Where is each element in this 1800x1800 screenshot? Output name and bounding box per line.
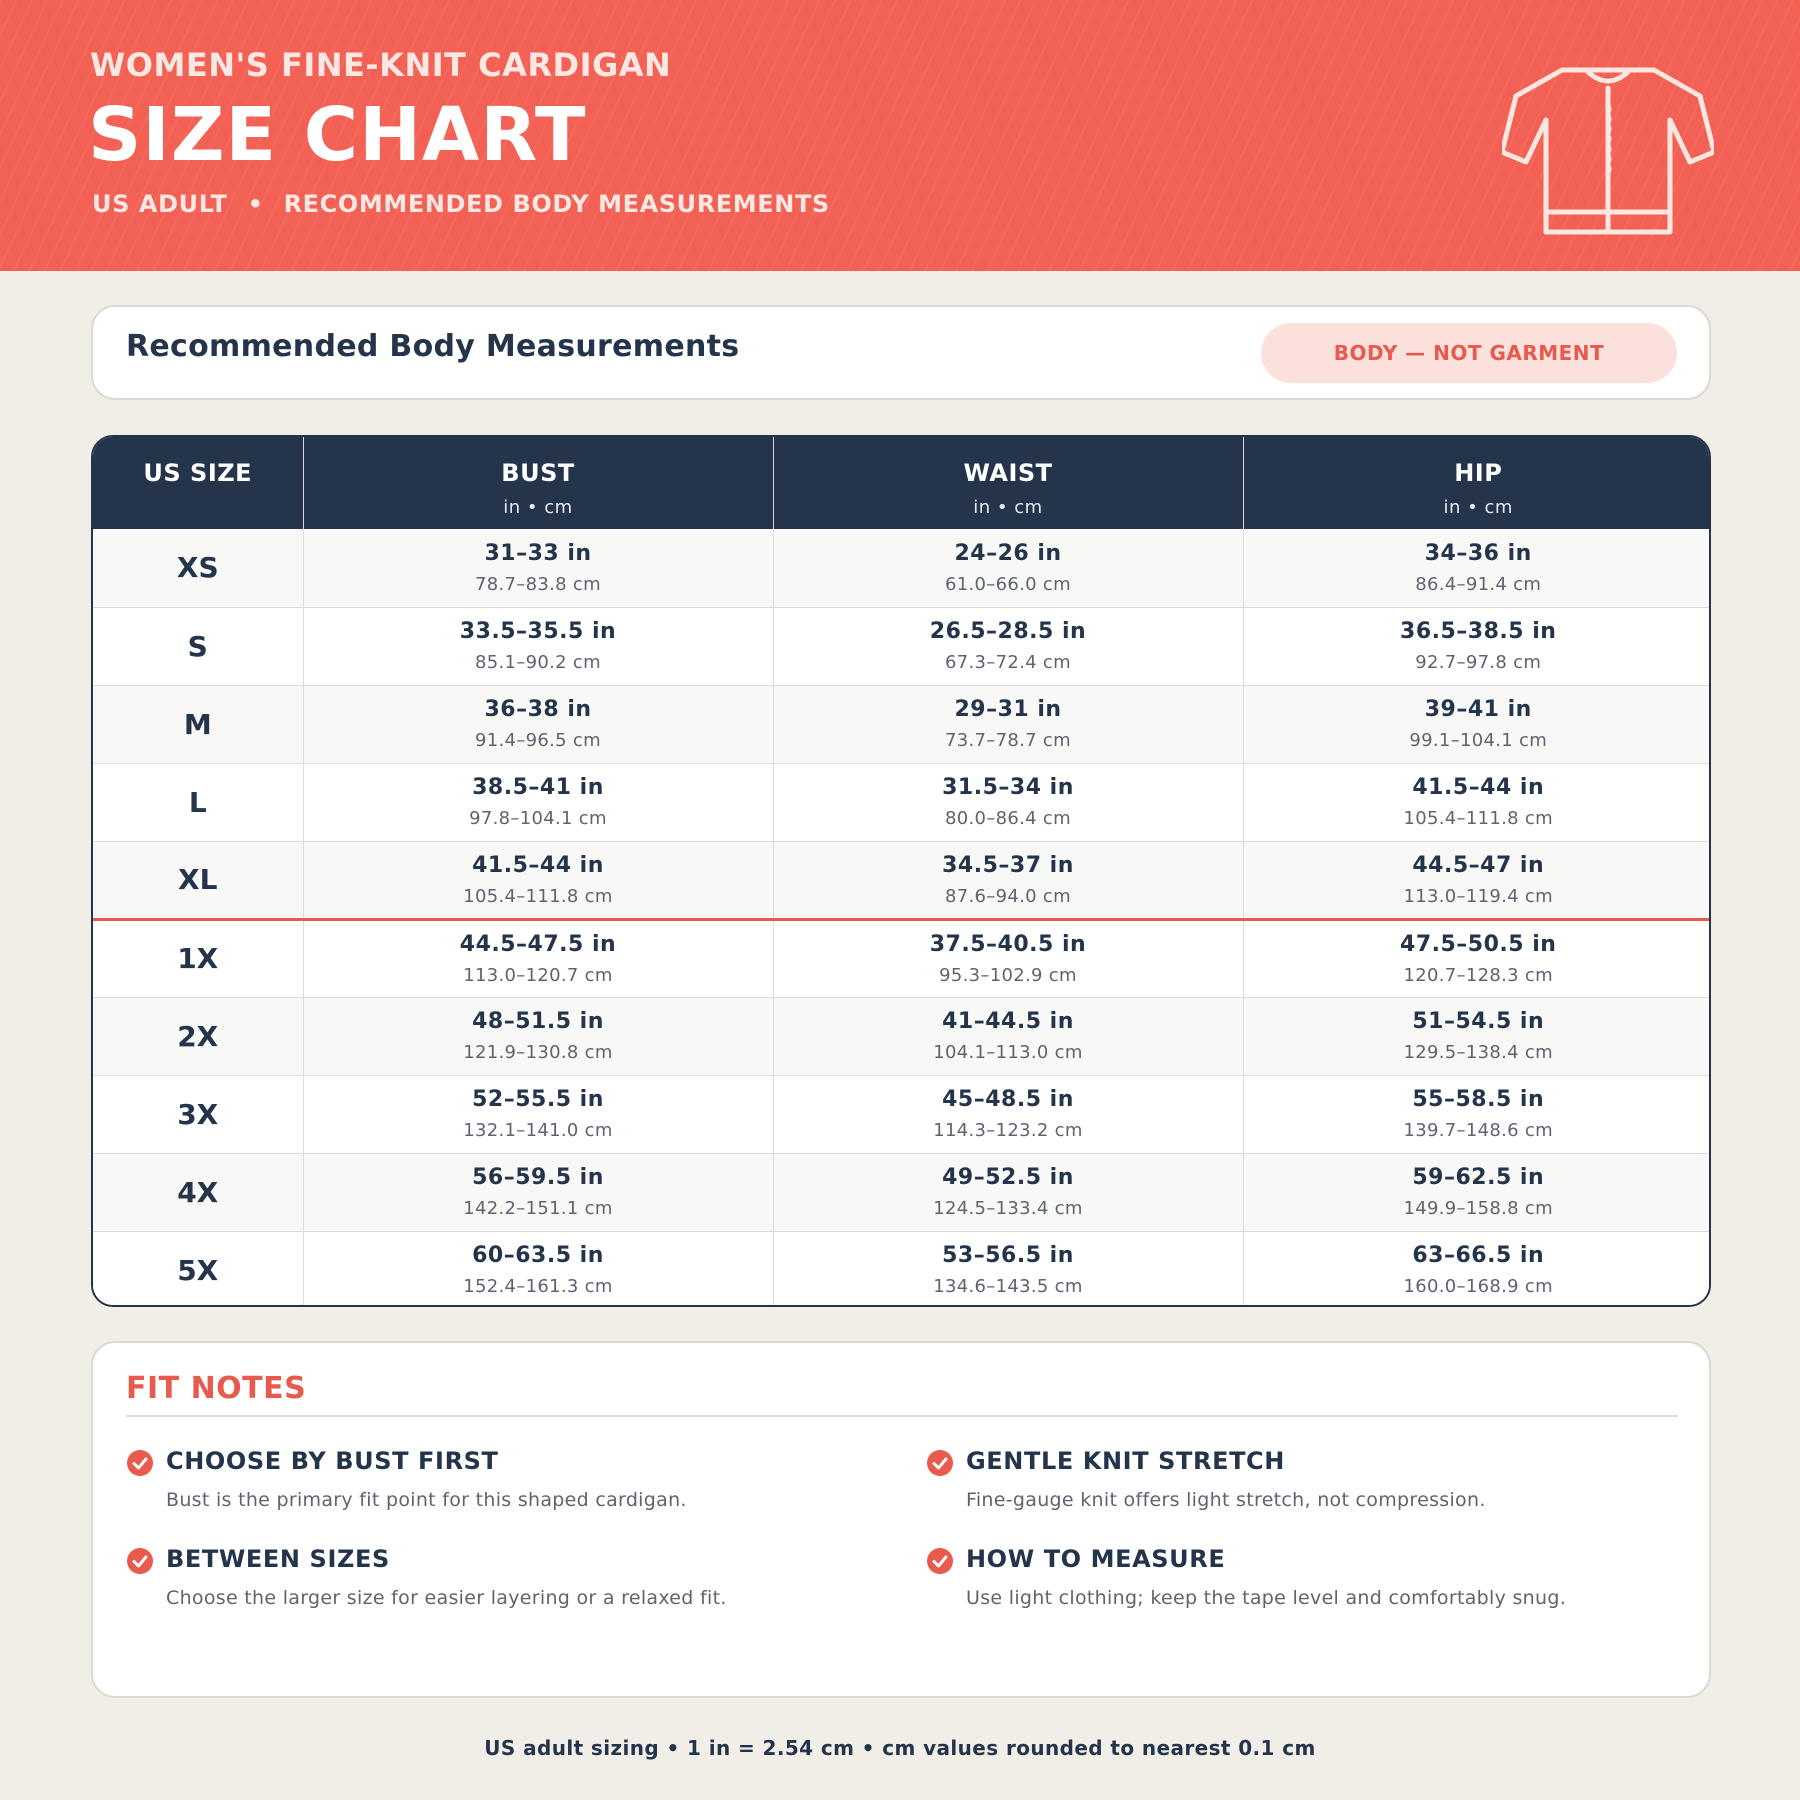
bust-cell — [303, 529, 773, 607]
waist-centimeters: 87.6–94.0 cm — [945, 885, 1071, 907]
size-cell: 5X — [93, 1231, 303, 1307]
header-banner — [0, 0, 1800, 271]
fit-note-title: CHOOSE BY BUST FIRST — [166, 1447, 499, 1475]
size-cell: XS — [93, 529, 303, 607]
hip-inches: 36.5–38.5 in — [1400, 619, 1557, 644]
hip-centimeters: 139.7–148.6 cm — [1403, 1120, 1553, 1141]
check-circle-icon — [126, 1547, 154, 1575]
bust-inches: 52–55.5 in — [472, 1087, 604, 1112]
fit-notes-title: FIT NOTES — [126, 1371, 307, 1406]
table-row — [93, 1231, 1711, 1307]
waist-inches: 24–26 in — [954, 540, 1062, 566]
size-cell: L — [93, 763, 303, 841]
table-row — [93, 685, 1711, 763]
size-table — [93, 437, 1711, 1307]
waist-cell — [773, 919, 1243, 997]
hip-cell — [1243, 607, 1711, 685]
bust-centimeters: 132.1–141.0 cm — [463, 1120, 613, 1141]
table-header-row — [93, 437, 1711, 529]
waist-centimeters: 80.0–86.4 cm — [945, 808, 1071, 829]
waist-cell — [773, 1231, 1243, 1307]
bust-inches: 41.5–44 in — [472, 852, 604, 878]
hip-centimeters: 105.4–111.8 cm — [1403, 808, 1553, 829]
bust-cell — [303, 1231, 773, 1307]
hip-inches: 63–66.5 in — [1412, 1243, 1545, 1269]
size-table-container — [91, 435, 1711, 1307]
waist-inches: 31.5–34 in — [942, 775, 1074, 800]
hip-centimeters: 86.4–91.4 cm — [1415, 573, 1542, 595]
subtitle-separator: • — [247, 190, 264, 218]
cardigan-icon — [1502, 64, 1714, 238]
bust-cell — [303, 1075, 773, 1153]
fit-note-title: GENTLE KNIT STRETCH — [966, 1447, 1285, 1475]
waist-cell — [773, 1153, 1243, 1231]
page-title: SIZE CHART — [88, 92, 587, 178]
waist-centimeters: 61.0–66.0 cm — [945, 573, 1071, 595]
bust-centimeters: 113.0–120.7 cm — [463, 964, 613, 986]
fit-note-body: Fine-gauge knit offers light stretch, not compression. — [966, 1489, 1486, 1511]
hip-inches: 39–41 in — [1424, 697, 1532, 722]
bust-cell — [303, 997, 773, 1075]
waist-centimeters: 67.3–72.4 cm — [945, 652, 1071, 673]
bust-inches: 31–33 in — [484, 540, 592, 566]
body-not-garment-badge: BODY — NOT GARMENT — [1261, 323, 1677, 383]
size-cell: 4X — [93, 1153, 303, 1231]
footer-note: US adult sizing • 1 in = 2.54 cm • cm values rounded to nearest 0.1 cm — [484, 1736, 1316, 1760]
table-row — [93, 529, 1711, 607]
waist-centimeters: 124.5–133.4 cm — [933, 1198, 1083, 1219]
bust-cell — [303, 763, 773, 841]
waist-inches: 34.5–37 in — [942, 852, 1074, 878]
divider — [126, 1415, 1678, 1417]
hip-centimeters: 120.7–128.3 cm — [1403, 964, 1553, 986]
table-row — [93, 841, 1711, 919]
table-row — [93, 1075, 1711, 1153]
waist-centimeters: 104.1–113.0 cm — [933, 1042, 1083, 1063]
bust-centimeters: 91.4–96.5 cm — [475, 730, 601, 751]
bust-inches: 36–38 in — [484, 697, 592, 722]
hip-inches: 44.5–47 in — [1412, 852, 1545, 878]
waist-inches: 45–48.5 in — [942, 1087, 1074, 1112]
waist-cell — [773, 1075, 1243, 1153]
fit-note-body: Bust is the primary fit point for this shaped cardigan. — [166, 1489, 687, 1511]
hip-cell — [1243, 841, 1711, 919]
fit-note-body: Choose the larger size for easier layering or a relaxed fit. — [166, 1587, 727, 1609]
table-row — [93, 919, 1711, 997]
bust-inches: 33.5–35.5 in — [459, 619, 617, 644]
product-name: WOMEN'S FINE-KNIT CARDIGAN — [90, 46, 672, 84]
hip-cell — [1243, 529, 1711, 607]
bust-centimeters: 142.2–151.1 cm — [463, 1198, 613, 1219]
size-cell: 1X — [93, 919, 303, 997]
bust-centimeters: 97.8–104.1 cm — [469, 808, 607, 829]
fit-notes-card — [91, 1341, 1711, 1698]
table-row — [93, 607, 1711, 685]
measurement-type-label: RECOMMENDED BODY MEASUREMENTS — [283, 190, 830, 218]
hip-centimeters: 113.0–119.4 cm — [1403, 885, 1553, 907]
waist-cell — [773, 685, 1243, 763]
waist-inches: 53–56.5 in — [942, 1243, 1074, 1269]
column-header-size: US SIZE — [93, 437, 303, 529]
section-title: Recommended Body Measurements — [126, 329, 740, 364]
hip-centimeters: 160.0–168.9 cm — [1403, 1276, 1553, 1298]
hip-centimeters: 92.7–97.8 cm — [1415, 652, 1542, 673]
bust-centimeters: 121.9–130.8 cm — [463, 1042, 613, 1063]
column-header-bust: BUST in • cm — [303, 437, 773, 529]
waist-inches: 26.5–28.5 in — [929, 619, 1087, 644]
column-header-hip: HIP in • cm — [1243, 437, 1711, 529]
waist-cell — [773, 529, 1243, 607]
waist-cell — [773, 607, 1243, 685]
unit-label: in • cm — [503, 497, 573, 518]
table-row — [93, 763, 1711, 841]
hip-cell — [1243, 997, 1711, 1075]
bust-inches: 48–51.5 in — [472, 1009, 604, 1034]
table-row — [93, 997, 1711, 1075]
hip-inches: 55–58.5 in — [1412, 1087, 1545, 1112]
size-cell: XL — [93, 841, 303, 919]
unit-label: in • cm — [973, 497, 1043, 518]
waist-inches: 41–44.5 in — [942, 1009, 1074, 1034]
hip-centimeters: 149.9–158.8 cm — [1403, 1198, 1553, 1219]
hip-cell — [1243, 1231, 1711, 1307]
bust-centimeters: 85.1–90.2 cm — [475, 652, 601, 673]
waist-cell — [773, 841, 1243, 919]
bust-centimeters: 78.7–83.8 cm — [475, 573, 601, 595]
waist-centimeters: 134.6–143.5 cm — [933, 1276, 1083, 1298]
hip-cell — [1243, 1075, 1711, 1153]
fit-note-title: HOW TO MEASURE — [966, 1545, 1226, 1573]
hip-inches: 34–36 in — [1424, 540, 1532, 566]
unit-label: in • cm — [1443, 497, 1513, 518]
check-circle-icon — [926, 1449, 954, 1477]
hip-inches: 59–62.5 in — [1412, 1165, 1545, 1190]
waist-cell — [773, 997, 1243, 1075]
waist-inches: 49–52.5 in — [942, 1165, 1074, 1190]
hip-centimeters: 129.5–138.4 cm — [1403, 1042, 1553, 1063]
bust-inches: 38.5–41 in — [472, 775, 604, 800]
waist-inches: 29–31 in — [954, 697, 1062, 722]
hip-centimeters: 99.1–104.1 cm — [1409, 730, 1548, 751]
bust-inches: 56–59.5 in — [472, 1165, 604, 1190]
bust-cell — [303, 607, 773, 685]
bust-cell — [303, 919, 773, 997]
table-row — [93, 1153, 1711, 1231]
fit-note-title: BETWEEN SIZES — [166, 1545, 390, 1573]
waist-cell — [773, 763, 1243, 841]
bust-cell — [303, 1153, 773, 1231]
check-circle-icon — [926, 1547, 954, 1575]
bust-centimeters: 152.4–161.3 cm — [463, 1276, 613, 1298]
bust-cell — [303, 685, 773, 763]
hip-inches: 47.5–50.5 in — [1400, 931, 1557, 957]
check-circle-icon — [126, 1449, 154, 1477]
column-header-waist: WAIST in • cm — [773, 437, 1243, 529]
hip-cell — [1243, 763, 1711, 841]
waist-centimeters: 114.3–123.2 cm — [933, 1120, 1083, 1141]
hip-inches: 41.5–44 in — [1412, 775, 1545, 800]
bust-cell — [303, 841, 773, 919]
waist-centimeters: 73.7–78.7 cm — [945, 730, 1071, 751]
hip-cell — [1243, 685, 1711, 763]
title-card — [91, 305, 1711, 400]
header-subtitle — [92, 190, 830, 218]
hip-cell — [1243, 919, 1711, 997]
bust-inches: 60–63.5 in — [472, 1243, 604, 1269]
size-cell: S — [93, 607, 303, 685]
size-cell: 3X — [93, 1075, 303, 1153]
size-cell: M — [93, 685, 303, 763]
bust-centimeters: 105.4–111.8 cm — [463, 885, 613, 907]
fit-note-body: Use light clothing; keep the tape level and comfortably snug. — [966, 1587, 1567, 1609]
hip-inches: 51–54.5 in — [1412, 1009, 1545, 1034]
bust-inches: 44.5–47.5 in — [459, 931, 617, 957]
waist-centimeters: 95.3–102.9 cm — [939, 964, 1077, 986]
size-cell: 2X — [93, 997, 303, 1075]
hip-cell — [1243, 1153, 1711, 1231]
region-label: US ADULT — [92, 190, 228, 218]
waist-inches: 37.5–40.5 in — [929, 931, 1087, 957]
